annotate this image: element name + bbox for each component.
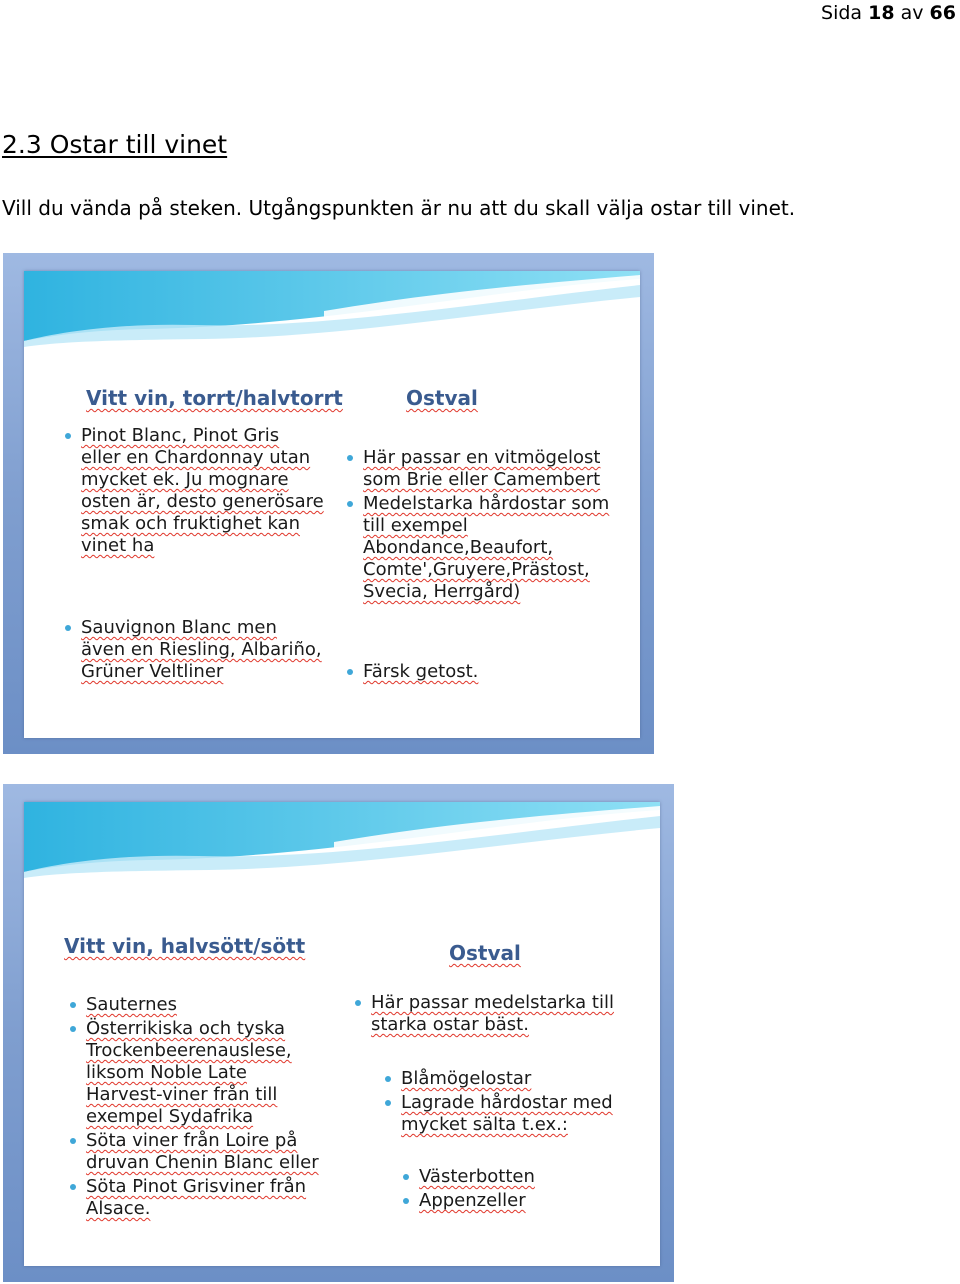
list-item: Här passar en vitmögelost som Brie eller Camembert (346, 447, 616, 491)
list-item: Appenzeller (402, 1190, 622, 1212)
slide-1-left-heading: Vitt vin, torrt/halvtorrt (86, 386, 343, 410)
list-item: Pinot Blanc, Pinot Gris eller en Chardonnay utan mycket ek. Ju mognare osten är, desto generösare smak och fruktighet kan vinet ha (64, 425, 324, 557)
list-item: Här passar medelstarka till starka ostar bäst. (354, 992, 624, 1036)
slide-2-right-list (384, 1068, 624, 1136)
list-item: Västerbotten (402, 1166, 622, 1188)
slide-1-left-list (64, 425, 324, 683)
slide-image-2 (3, 784, 674, 1282)
page-total: 66 (929, 2, 956, 24)
slide-2-right-sublist (402, 1166, 622, 1212)
list-item: Lagrade hårdostar med mycket sälta t.ex.: (384, 1092, 624, 1136)
slide-2-right-intro-list (354, 992, 624, 1036)
list-item: Blåmögelostar (384, 1068, 624, 1090)
section-heading: 2.3 Ostar till vinet (2, 130, 228, 159)
list-item: Söta viner från Loire på druvan Chenin Blanc eller (69, 1130, 327, 1174)
list-item: Sauternes (69, 994, 327, 1016)
page-number (821, 2, 956, 24)
list-item: Färsk getost. (346, 661, 616, 683)
slide-wave-decoration (24, 271, 640, 351)
page-current: 18 (868, 2, 895, 24)
slide-2-left-heading: Vitt vin, halvsött/sött (64, 934, 306, 958)
page-label: Sida (821, 2, 863, 24)
slide-2-left-list (69, 994, 327, 1220)
slide-2-content (24, 802, 660, 1266)
slide-1-right-heading: Ostval (406, 386, 478, 410)
slide-1-right-list (346, 447, 616, 683)
list-item: Söta Pinot Grisviner från Alsace. (69, 1176, 327, 1220)
intro-paragraph: Vill du vända på steken. Utgångspunkten är nu att du skall välja ostar till vinet. (2, 196, 796, 220)
slide-1-content (24, 271, 640, 738)
slide-image-1 (3, 253, 654, 754)
page-of-label: av (900, 2, 924, 24)
list-item: Medelstarka hårdostar som till exempel Abondance,Beaufort, Comte',Gruyere,Prästost, Svecia, Herrgård) (346, 493, 616, 603)
slide-2-right-heading: Ostval (449, 941, 521, 965)
list-item: Sauvignon Blanc men även en Riesling, Albariño, Grüner Veltliner (64, 617, 324, 683)
list-item: Österrikiska och tyska Trockenbeerenauslese, liksom Noble Late Harvest-viner från till exempel Sydafrika (69, 1018, 327, 1128)
slide-wave-decoration (24, 802, 660, 882)
